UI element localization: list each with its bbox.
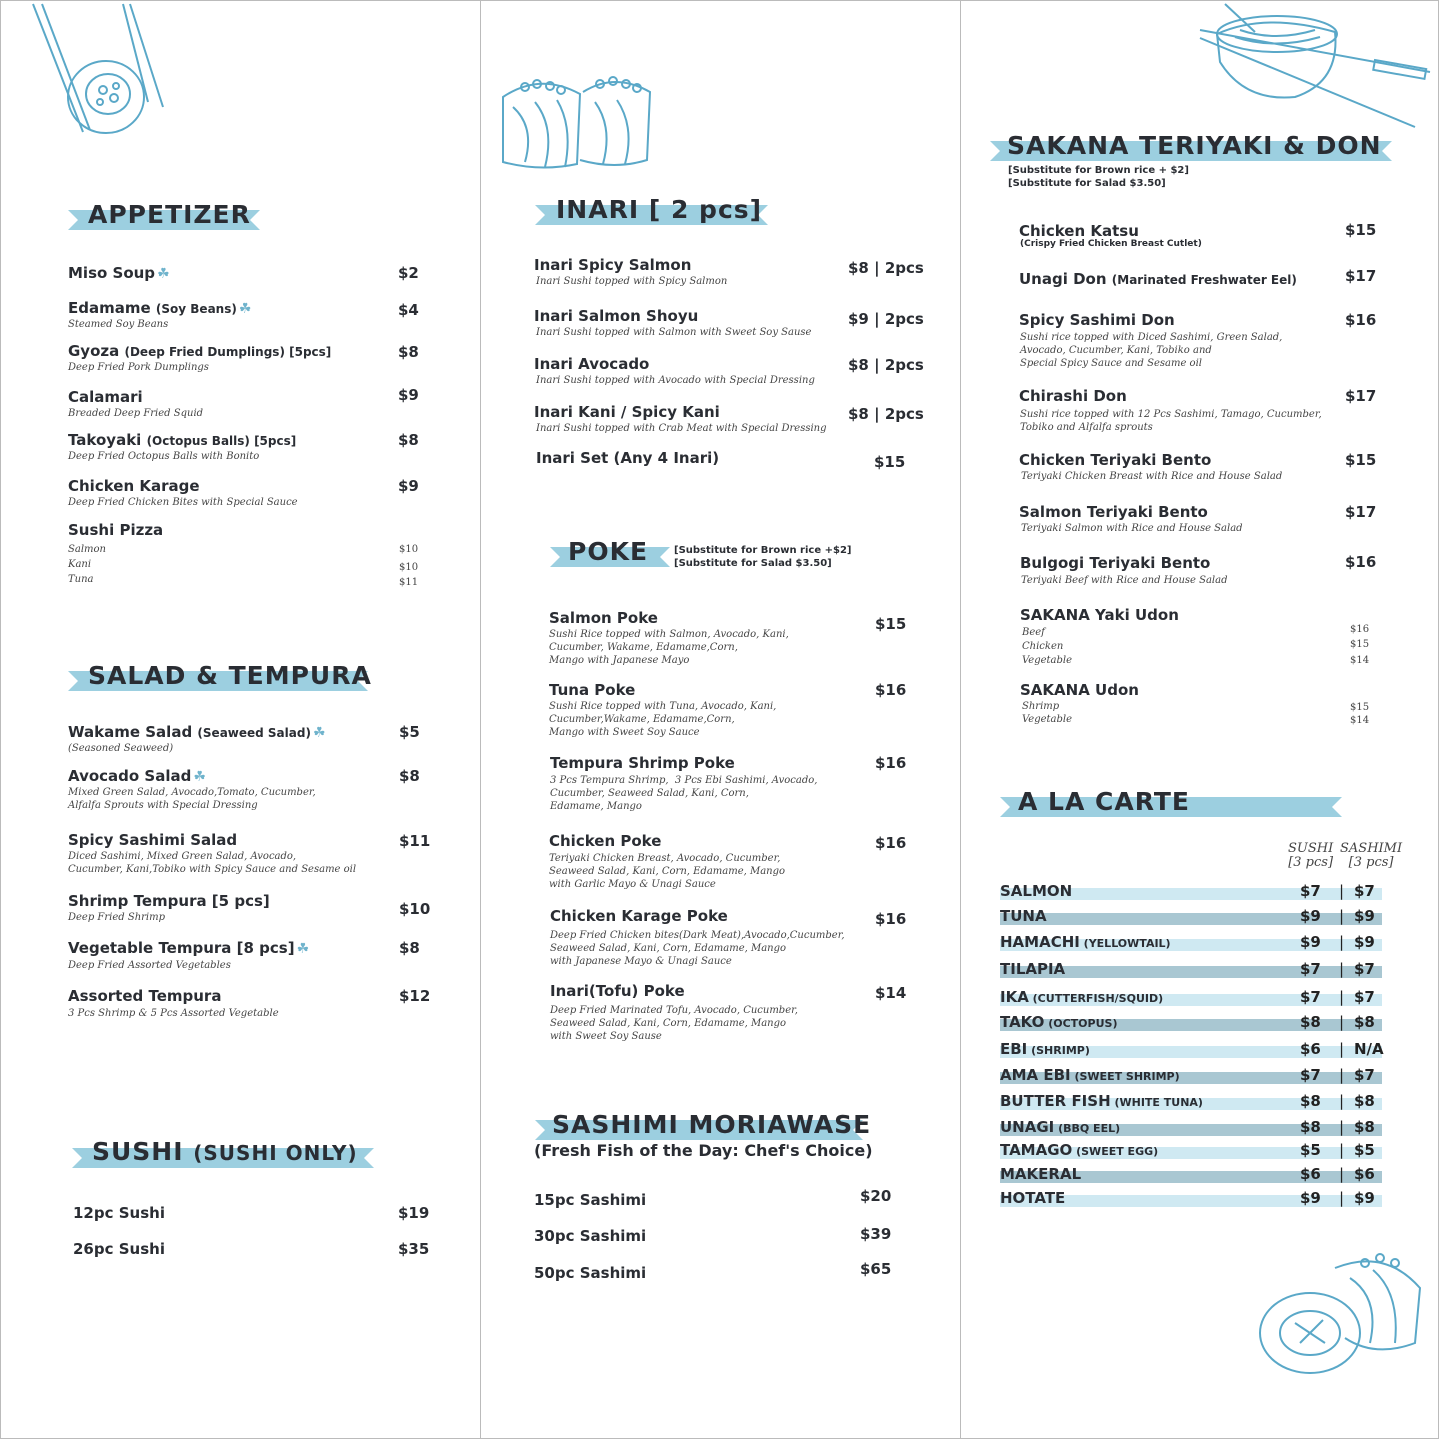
carte-row (1000, 1118, 1382, 1138)
carte-sashimi-price: $6 (1354, 1165, 1375, 1183)
carte-item-name: MAKERAL (1000, 1165, 1082, 1183)
menu-item-desc: Deep Fried Shrimp (68, 912, 166, 923)
menu-item-price: $11 (399, 832, 431, 850)
menu-item-name: Edamame (Soy Beans) ☘ (68, 299, 252, 317)
menu-item-price: $8 (399, 767, 420, 785)
menu-item-price: $12 (399, 987, 431, 1005)
menu-item-desc: Teriyaki Salmon with Rice and House Salad (1021, 523, 1243, 534)
carte-separator: | (1339, 907, 1345, 925)
menu-item-price: $9 | 2pcs (848, 310, 924, 328)
carte-row (1000, 907, 1382, 927)
carte-item-name: TAKO (OCTOPUS) (1000, 1013, 1118, 1031)
menu-item-price: $10 (399, 900, 431, 918)
salad-title: SALAD & TEMPURA (88, 661, 372, 690)
carte-sashimi-price: $5 (1354, 1141, 1375, 1159)
menu-item-desc: Deep Fried Marinated Tofu, Avocado, Cucumber, Seaweed Salad, Kani, Corn, Edamame, Mango with Sweet Soy Sause (550, 1005, 798, 1042)
poke-note: [Substitute for Salad $3.50] (674, 558, 832, 569)
carte-item-name: SALMON (1000, 882, 1073, 900)
menu-item-desc: Mixed Green Salad, Avocado,Tomato, Cucumber, Alfalfa Sprouts with Special Dressing (68, 787, 316, 811)
menu-item-desc: Sushi rice topped with 12 Pcs Sashimi, Tamago, Cucumber, Tobiko and Alfalfa sprouts (1020, 409, 1322, 433)
udon-option-name: Vegetable (1022, 655, 1073, 666)
carte-sushi-price: $8 (1300, 1092, 1321, 1110)
menu-item-price: $14 (875, 984, 907, 1002)
carte-item-name: UNAGI (BBQ EEL) (1000, 1118, 1121, 1136)
menu-item-price: $15 (874, 453, 906, 471)
carte-item-name: EBI (SHRIMP) (1000, 1040, 1090, 1058)
menu-item-desc: Sushi Rice topped with Salmon, Avocado, Kani, Cucumber, Wakame, Edamame,Corn, Mango with Japanese Mayo (549, 629, 789, 666)
menu-item-name: SAKANA Udon (1020, 681, 1139, 699)
menu-item-desc: Inari Sushi topped with Crab Meat with Special Dressing (536, 423, 827, 434)
menu-item-name: Chicken Karage Poke (550, 907, 728, 925)
menu-item-price: $17 (1345, 267, 1377, 285)
avocado-icon: ☘ (193, 769, 206, 785)
menu-item-name: Wakame Salad (Seaweed Salad) ☘ (68, 723, 326, 741)
menu-item-price: $8 | 2pcs (848, 405, 924, 423)
inari-title: INARI [ 2 pcs] (556, 195, 763, 224)
menu-item-price: $8 (398, 343, 419, 361)
carte-sushi-price: $7 (1300, 1066, 1321, 1084)
menu-item-price: $65 (860, 1260, 892, 1278)
menu-item-price: $8 | 2pcs (848, 356, 924, 374)
carte-sushi-price: $8 (1300, 1013, 1321, 1031)
menu-item-desc: Teriyaki Chicken Breast, Avocado, Cucumber, Seaweed Salad, Kani, Corn, Edamame, Mango with Garlic Mayo & Unagi Sauce (549, 853, 786, 890)
poke-note: [Substitute for Brown rice +$2] (674, 545, 852, 556)
pizza-option-price: $10 (399, 544, 419, 555)
carte-col-sushi: SUSHI [3 pcs] (1288, 841, 1334, 870)
menu-item-price: $15 (1345, 221, 1377, 239)
menu-item-name: Inari Avocado (534, 355, 650, 373)
menu-item-price: $9 (398, 386, 419, 404)
menu-item-name: Miso Soup ☘ (68, 264, 170, 282)
menu-item-price: $9 (398, 477, 419, 495)
carte-separator: | (1339, 1066, 1345, 1084)
menu-item-name: Unagi Don (Marinated Freshwater Eel) (1019, 270, 1297, 288)
avocado-icon: ☘ (312, 725, 326, 741)
menu-item-desc: Deep Fried Assorted Vegetables (68, 960, 231, 971)
menu-item-name: SAKANA Yaki Udon (1020, 606, 1179, 624)
carte-row (1000, 960, 1382, 980)
menu-item-desc: Inari Sushi topped with Avocado with Special Dressing (536, 375, 815, 386)
sushi-roll-icon (1255, 1248, 1427, 1378)
carte-item-name: HOTATE (1000, 1189, 1066, 1207)
menu-item-price: $17 (1345, 387, 1377, 405)
menu-item-price: $8 (398, 431, 419, 449)
menu-item-name: Chicken Poke (549, 832, 662, 850)
menu-item-name: Salmon Teriyaki Bento (1019, 503, 1208, 521)
carte-row (1000, 1141, 1382, 1161)
carte-row (1000, 1092, 1382, 1112)
carte-sushi-price: $7 (1300, 882, 1321, 900)
menu-item-desc: 3 Pcs Tempura Shrimp, 3 Pcs Ebi Sashimi, Avocado, Cucumber, Seaweed Salad, Kani, Corn, Edamame, Mango (550, 775, 818, 812)
sashimi-subtitle: (Fresh Fish of the Day: Chef's Choice) (534, 1141, 873, 1160)
menu-item-price: $15 (875, 615, 907, 633)
menu-item-desc: 3 Pcs Shrimp & 5 Pcs Assorted Vegetable (68, 1008, 279, 1019)
udon-option-name: Chicken (1022, 641, 1064, 652)
menu-item-desc: Deep Fried Pork Dumplings (68, 362, 209, 373)
menu-item-desc: Deep Fried Chicken Bites with Special Sauce (68, 497, 298, 508)
pizza-option-name: Salmon (68, 544, 106, 555)
sushi-title: SUSHI (SUSHI ONLY) (92, 1137, 358, 1166)
menu-item-name: 12pc Sushi (73, 1204, 165, 1222)
carte-item-name: TUNA (1000, 907, 1047, 925)
menu-item-name: Spicy Sashimi Don (1019, 311, 1175, 329)
menu-item-price: $2 (398, 264, 419, 282)
menu-item-desc: Diced Sashimi, Mixed Green Salad, Avocado, Cucumber, Kani,Tobiko with Spicy Sauce and Sesame oil (68, 851, 357, 875)
carte-item-name: BUTTER FISH (WHITE TUNA) (1000, 1092, 1203, 1110)
menu-item-price: $8 (399, 939, 420, 957)
udon-option-price: $15 (1350, 702, 1370, 713)
menu-item-name: 30pc Sashimi (534, 1227, 647, 1245)
carte-sushi-price: $8 (1300, 1118, 1321, 1136)
menu-item-desc: Deep Fried Octopus Balls with Bonito (68, 451, 260, 462)
menu-item-name: Vegetable Tempura [8 pcs] ☘ (68, 939, 310, 957)
udon-option-name: Vegetable (1022, 714, 1073, 725)
pizza-option-name: Tuna (68, 574, 94, 585)
carte-sushi-price: $9 (1300, 907, 1321, 925)
carte-separator: | (1339, 1189, 1345, 1207)
menu-item-price: $15 (1345, 451, 1377, 469)
menu-item-name: 50pc Sashimi (534, 1264, 647, 1282)
noodle-bowl-icon (1195, 2, 1439, 132)
menu-item-price: $20 (860, 1187, 892, 1205)
carte-row (1000, 933, 1382, 953)
menu-item-price: $39 (860, 1225, 892, 1243)
menu-item-name: Inari Salmon Shoyu (534, 307, 699, 325)
avocado-icon: ☘ (238, 301, 252, 317)
menu-item-name: Chicken Katsu (1019, 222, 1139, 240)
carte-sashimi-price: N/A (1354, 1040, 1384, 1058)
menu-item-desc: Sushi rice topped with Diced Sashimi, Green Salad, Avocado, Cucumber, Kani, Tobiko and Special Spicy Sauce and Sesame oil (1020, 332, 1283, 369)
menu-item-name: Salmon Poke (549, 609, 658, 627)
carte-row (1000, 1013, 1382, 1033)
carte-sashimi-price: $8 (1354, 1013, 1375, 1031)
carte-separator: | (1339, 1141, 1345, 1159)
carte-sushi-price: $6 (1300, 1165, 1321, 1183)
carte-title: A LA CARTE (1018, 787, 1190, 816)
udon-option-price: $16 (1350, 624, 1370, 635)
menu-item-desc: Steamed Soy Beans (68, 319, 169, 330)
inari-sushi-icon (495, 72, 655, 172)
carte-separator: | (1339, 1040, 1345, 1058)
carte-item-name: HAMACHI (YELLOWTAIL) (1000, 933, 1171, 951)
udon-option-price: $14 (1350, 655, 1370, 666)
menu-item-price: $5 (399, 723, 420, 741)
teriyaki-note: [Substitute for Brown rice + $2] (1008, 165, 1189, 176)
carte-sushi-price: $5 (1300, 1141, 1321, 1159)
pizza-option-name: Kani (68, 559, 92, 570)
carte-separator: | (1339, 988, 1345, 1006)
carte-sashimi-price: $7 (1354, 960, 1375, 978)
teriyaki-note: [Substitute for Salad $3.50] (1008, 178, 1166, 189)
menu-item-name: Sushi Pizza (68, 521, 164, 539)
carte-sashimi-price: $8 (1354, 1092, 1375, 1110)
menu-item-name: Gyoza (Deep Fried Dumplings) [5pcs] (68, 342, 332, 360)
carte-separator: | (1339, 1165, 1345, 1183)
menu-item-name: Chicken Karage (68, 477, 200, 495)
menu-item-name: Tempura Shrimp Poke (550, 754, 735, 772)
menu-item-price: $16 (875, 834, 907, 852)
udon-option-price: $15 (1350, 639, 1370, 650)
menu-item-desc: Inari Sushi topped with Spicy Salmon (536, 276, 728, 287)
carte-sushi-price: $9 (1300, 1189, 1321, 1207)
menu-item-desc: Breaded Deep Fried Squid (68, 408, 204, 419)
carte-sushi-price: $7 (1300, 988, 1321, 1006)
menu-item-name: Spicy Sashimi Salad (68, 831, 238, 849)
carte-col-sashimi: SASHIMI [3 pcs] (1340, 841, 1403, 870)
avocado-icon: ☘ (296, 941, 310, 957)
poke-title: POKE (568, 537, 649, 566)
carte-row (1000, 882, 1382, 902)
menu-item-name: Assorted Tempura (68, 987, 222, 1005)
menu-item-name: Inari Spicy Salmon (534, 256, 692, 274)
menu-item-price: $16 (875, 681, 907, 699)
udon-option-price: $14 (1350, 715, 1370, 726)
menu-item-name: Shrimp Tempura [5 pcs] (68, 892, 270, 910)
menu-item-price: $19 (398, 1204, 430, 1222)
menu-item-desc: Sushi Rice topped with Tuna, Avocado, Kani, Cucumber,Wakame, Edamame,Corn, Mango with Sweet Soy Sauce (549, 701, 777, 738)
menu-item-price: $16 (1345, 311, 1377, 329)
menu-item-name: Chirashi Don (1019, 387, 1127, 405)
carte-separator: | (1339, 1118, 1345, 1136)
menu-item-price: $4 (398, 301, 419, 319)
menu-item-name: Inari(Tofu) Poke (550, 982, 685, 1000)
menu-item-price: $35 (398, 1240, 430, 1258)
menu-item-price: $16 (1345, 553, 1377, 571)
carte-separator: | (1339, 933, 1345, 951)
pizza-option-price: $11 (399, 577, 419, 588)
menu-item-desc: (Crispy Fried Chicken Breast Cutlet) (1020, 239, 1202, 249)
carte-sashimi-price: $8 (1354, 1118, 1375, 1136)
menu-item-name: 15pc Sashimi (534, 1191, 647, 1209)
menu-item-price: $17 (1345, 503, 1377, 521)
carte-separator: | (1339, 1092, 1345, 1110)
menu-item-name: Inari Kani / Spicy Kani (534, 403, 720, 421)
menu-item-name: Inari Set (Any 4 Inari) (536, 449, 720, 467)
menu-item-desc: (Seasoned Seaweed) (68, 743, 174, 754)
carte-row (1000, 1165, 1382, 1185)
carte-item-name: AMA EBI (SWEET SHRIMP) (1000, 1066, 1180, 1084)
menu-item-name: Takoyaki (Octopus Balls) [5pcs] (68, 431, 297, 449)
menu-item-name: Calamari (68, 388, 143, 406)
menu-item-price: $16 (875, 754, 907, 772)
menu-item-desc: Inari Sushi topped with Salmon with Sweet Soy Sause (536, 327, 812, 338)
carte-row (1000, 1066, 1382, 1086)
sushi-chopsticks-icon (28, 2, 168, 137)
carte-row (1000, 1040, 1382, 1060)
menu-item-desc: Deep Fried Chicken bites(Dark Meat),Avocado,Cucumber, Seaweed Salad, Kani, Corn, Edamame, Mango with Japanese Mayo & Unagi Sauce (550, 930, 845, 967)
menu-item-name: Tuna Poke (549, 681, 636, 699)
carte-row (1000, 988, 1382, 1008)
carte-item-name: IKA (CUTTERFISH/SQUID) (1000, 988, 1164, 1006)
pizza-option-price: $10 (399, 562, 419, 573)
menu-item-desc: Teriyaki Chicken Breast with Rice and House Salad (1021, 471, 1283, 482)
carte-sashimi-price: $7 (1354, 1066, 1375, 1084)
carte-separator: | (1339, 882, 1345, 900)
carte-sushi-price: $7 (1300, 960, 1321, 978)
udon-option-name: Shrimp (1022, 701, 1060, 712)
udon-option-name: Beef (1022, 627, 1045, 638)
menu-item-desc: Teriyaki Beef with Rice and House Salad (1021, 575, 1228, 586)
sashimi-title: SASHIMI MORIAWASE (552, 1110, 872, 1139)
carte-row (1000, 1189, 1382, 1209)
menu-item-price: $8 | 2pcs (848, 259, 924, 277)
carte-separator: | (1339, 960, 1345, 978)
menu-item-name: Avocado Salad ☘ (68, 767, 206, 785)
carte-sashimi-price: $7 (1354, 988, 1375, 1006)
menu-item-name: Chicken Teriyaki Bento (1019, 451, 1212, 469)
carte-separator: | (1339, 1013, 1345, 1031)
avocado-icon: ☘ (157, 266, 170, 282)
carte-sashimi-price: $7 (1354, 882, 1375, 900)
carte-item-name: TAMAGO (SWEET EGG) (1000, 1141, 1159, 1159)
appetizer-title: APPETIZER (88, 200, 251, 229)
carte-sushi-price: $9 (1300, 933, 1321, 951)
carte-sushi-price: $6 (1300, 1040, 1321, 1058)
menu-item-name: 26pc Sushi (73, 1240, 165, 1258)
carte-sashimi-price: $9 (1354, 907, 1375, 925)
carte-item-name: TILAPIA (1000, 960, 1066, 978)
teriyaki-title: SAKANA TERIYAKI & DON (1007, 131, 1382, 160)
menu-item-name: Bulgogi Teriyaki Bento (1020, 554, 1211, 572)
carte-sashimi-price: $9 (1354, 1189, 1375, 1207)
menu-item-price: $16 (875, 910, 907, 928)
carte-sashimi-price: $9 (1354, 933, 1375, 951)
